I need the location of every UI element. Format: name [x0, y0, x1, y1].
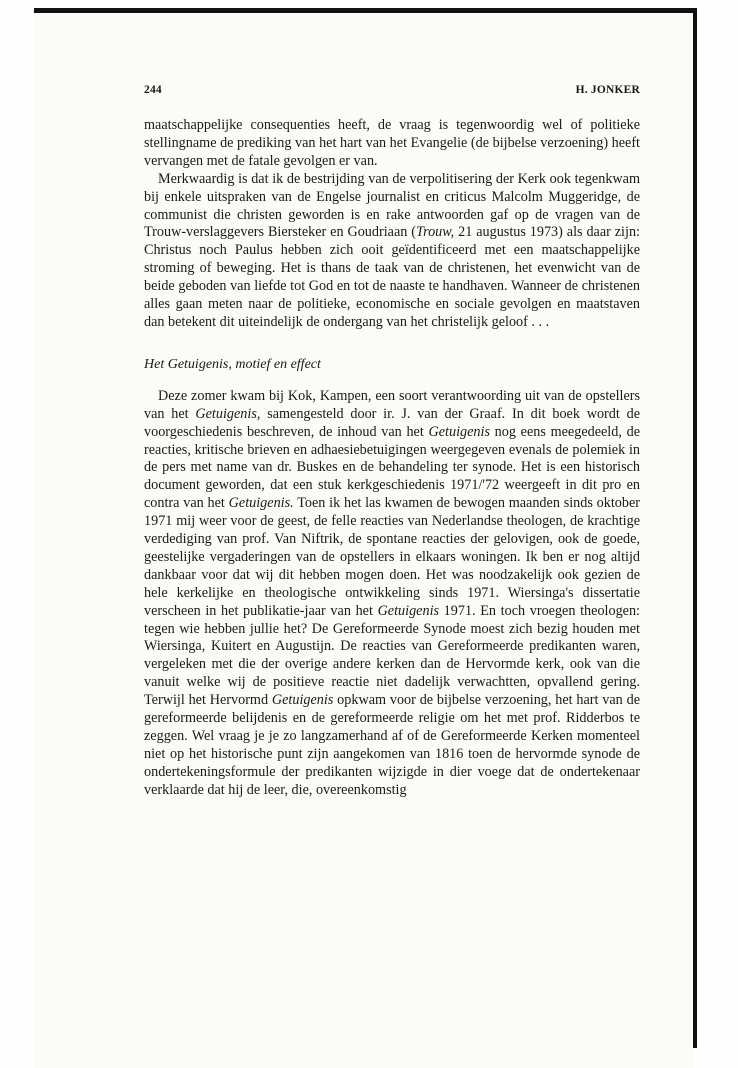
italic-run-trouw: Trouw,	[415, 224, 455, 241]
scan-right-edge	[693, 8, 697, 1048]
text-run: 1971. En toch vroegen theologen: tegen wie hebben jullie het? De Gereformeerde Synode moest zich bezig houden met Wiersinga, Kuitert en Augustijn. De reacties van Gereformeerde predikanten waren, vergeleken met die der overige andere kerken dan de Hervormde kerk, ook van die vanuit welke wij de positieve reactie niet dadelijk verwachtten, opvallend gering. Terwijl het Hervormd	[144, 602, 640, 709]
text-run: opkwam voor de bijbelse verzoening, het hart van de gereformeerde belijdenis en de gereformeerde religie om het met prof. Ridderbos te zeggen. Wel vraag je je zo langzamerhand af of de Gereformeerde Kerken momenteel niet op het historische punt zijn aangekomen van 1816 toen de hervormde synode de ondertekeningsformule der predikanten wijzigde in dier voege dat de ondertekenaar verklaarde dat hij de leer, die, overeenkomstig	[144, 692, 640, 798]
italic-run-getuigenis: Getuigenis	[377, 602, 440, 619]
italic-run-getuigenis: Getuigenis	[428, 423, 490, 440]
scan-top-edge	[34, 8, 696, 13]
paragraph-muggeridge	[144, 171, 640, 332]
paragraph-getuigenis	[144, 388, 640, 800]
section-heading: Het Getuigenis, motief en effect	[144, 356, 321, 372]
text-run: 21 augustus 1973) als daar zijn: Christus noch Paulus hebben zich ooit geïdentificeerd met een maatschappelijke stroming of beweging. Het is thans de taak van de christenen, het evenwicht van de beide geboden van liefde tot God en tot de naaste te handhaven. Wanneer de christenen alles gaan meten naar de politieke, economische en sociale gevolgen en maatstaven dan betekent dit uiteindelijk de ondergang van het christelijk geloof . . .	[144, 224, 640, 330]
text-run: nog eens meegedeeld, de reacties, kritische brieven en adhaesiebetuigingen weergegeven evenals de polemiek in de pers met name van dr. Buskes en de behandeling ter synode. Het is een historisch document geworden, dat een stuk kerkgeschiedenis 1971/'72 weergeeft in dit pro en contra van het	[144, 423, 640, 512]
text-run: samengesteld door ir. J. van der Graaf. In dit boek wordt de voorgeschiedenis beschreven, de inhoud van het	[144, 405, 640, 440]
text-run: Merkwaardig is dat ik de bestrijding van de verpolitisering der Kerk ook tegenkwam bij enkele uitspraken van de Engelse journalist en criticus Malcolm Muggeridge, de communist die christen geworden is en rake antwoorden gaf op de vragen van de Trouw-verslaggevers Biersteker en Goudriaan (	[144, 170, 640, 241]
italic-run-getuigenis: Getuigenis,	[195, 405, 261, 422]
page-number: 244	[144, 84, 162, 96]
running-head-author: H. JONKER	[575, 84, 640, 96]
body-text	[144, 117, 640, 800]
text-run: Toen ik het las kwamen de bewogen maanden sinds oktober 1971 mij weer voor de geest, de felle reacties van Nederlandse theologen, de krachtige verdediging van prof. Van Niftrik, de spontane reacties der gelovigen, ook de goede, geestelijke vergaderingen van de opstellers in elkaars woningen. Ik ben er nog altijd dankbaar voor dat wij dit hebben mogen doen. Het was noodzakelijk ook gezien de hele kerkelijke en theologische ontwikkeling sinds 1971. Wiersinga's dissertatie verscheen in het publikatie-jaar van het	[144, 495, 641, 619]
italic-run-getuigenis: Getuigenis	[271, 692, 334, 709]
text-run: Deze zomer kwam bij Kok, Kampen, een soort verantwoording uit van de opstellers van het	[144, 387, 640, 422]
page-header	[144, 84, 640, 100]
italic-run-getuigenis: Getuigenis.	[228, 495, 294, 512]
paragraph-continued: maatschappelijke consequenties heeft, de vraag is tegenwoordig wel of politieke stellingname de prediking van het hart van het Evangelie (de bijbelse verzoening) heeft vervangen met de fatale gevolgen er van.	[144, 117, 640, 169]
